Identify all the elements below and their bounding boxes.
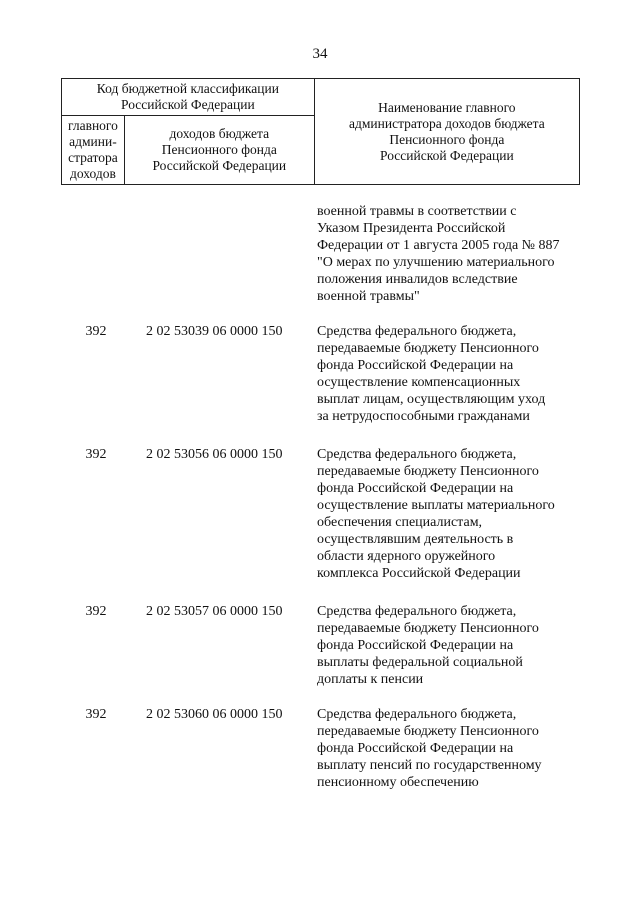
revenue-code: 2 02 53056 06 0000 150	[146, 447, 283, 462]
main-administrator-label: главного админи- стратора доходов	[67, 118, 118, 181]
revenue-description: военной травмы в соответствии с Указом Президента Российской Федерации от 1 августа 2005 года № 887 "О мерах по улучшению материального положения инвалидов вследствие военной травмы"	[317, 204, 560, 304]
pension-fund-revenue-label: доходов бюджета Пенсионного фонда Российской Федерации	[152, 126, 287, 173]
admin-code: 392	[85, 604, 107, 619]
admin-code: 392	[85, 324, 107, 339]
page-number: 34	[312, 46, 328, 62]
revenue-description: Средства федерального бюджета, передаваемые бюджету Пенсионного фонда Российской Федерации на выплату пенсий по государственному пенсионному обеспечению	[317, 707, 542, 790]
admin-code: 392	[85, 707, 107, 722]
budget-classification-code-label: Код бюджетной классификации Российской Федерации	[96, 81, 279, 112]
revenue-code: 2 02 53039 06 0000 150	[146, 324, 283, 339]
revenue-code: 2 02 53057 06 0000 150	[146, 604, 283, 619]
revenue-description: Средства федерального бюджета, передаваемые бюджету Пенсионного фонда Российской Федерации на выплаты федеральной социальной доплаты к пенсии	[317, 604, 539, 687]
admin-code: 392	[85, 447, 107, 462]
revenue-description: Средства федерального бюджета, передаваемые бюджету Пенсионного фонда Российской Федерации на осуществление выплаты материального обеспечения специалистам, осуществлявшим деятельность в области ядерного оружейного комплекса Российской Федерации	[317, 447, 555, 581]
revenue-code: 2 02 53060 06 0000 150	[146, 707, 283, 722]
administrator-name-label: Наименование главного администратора доходов бюджета Пенсионного фонда Российской Федерации	[349, 99, 545, 163]
revenue-description: Средства федерального бюджета, передаваемые бюджету Пенсионного фонда Российской Федерации на осуществление компенсационных выплат лицам, осуществляющим уход за нетрудоспособными гражданами	[317, 324, 546, 424]
